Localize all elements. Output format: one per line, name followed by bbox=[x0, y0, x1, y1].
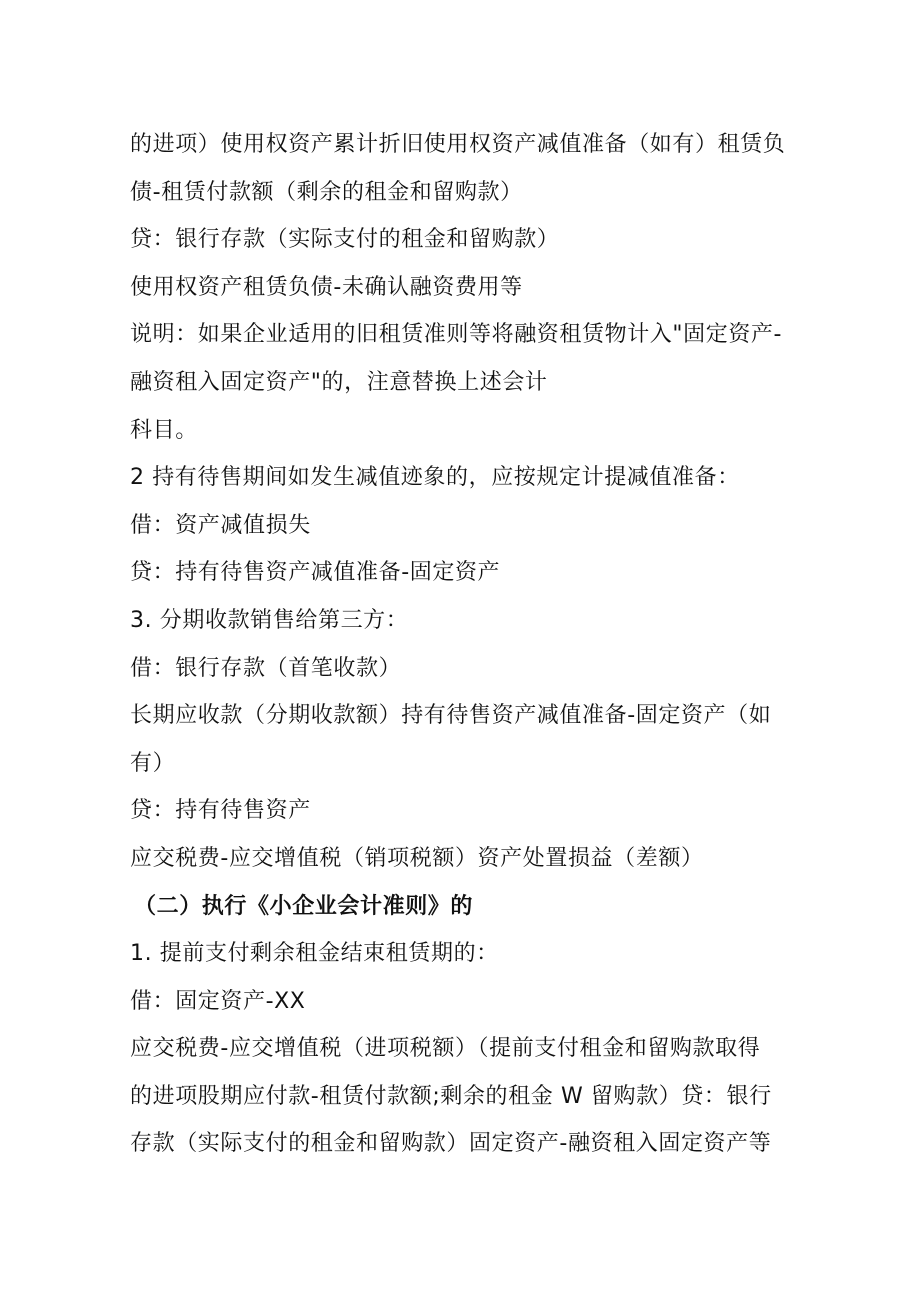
paragraph-line: 融资租入固定资产"的，注意替换上述会计 bbox=[130, 369, 548, 395]
paragraph-line: 2 持有待售期间如发生减值迹象的，应按规定计提减值准备： bbox=[130, 465, 740, 491]
paragraph-line: 借：银行存款（首笔收款） bbox=[130, 655, 402, 681]
paragraph-line: 说明：如果企业适用的旧租赁准则等将融资租赁物计入"固定资产- bbox=[130, 322, 783, 348]
paragraph-line: 1. 提前支付剩余租金结束租赁期的： bbox=[130, 941, 499, 967]
paragraph-line: 的进项股期应付款-租赁付款额;剩余的租金 W 留购款）贷：银行 bbox=[130, 1083, 772, 1109]
paragraph-line: 存款（实际支付的租金和留购款）固定资产-融资租入固定资产等 bbox=[130, 1131, 772, 1157]
paragraph-line: 长期应收款（分期收款额）持有待售资产减值准备-固定资产（如 bbox=[130, 703, 772, 729]
paragraph-line: 应交税费-应交增值税（进项税额）（提前支付租金和留购款取得 bbox=[130, 1036, 761, 1062]
paragraph-line: 借：资产减值损失 bbox=[130, 512, 311, 538]
paragraph-line: 3. 分期收款销售给第三方： bbox=[130, 607, 409, 633]
paragraph-line: 应交税费-应交增值税（销项税额）资产处置损益（差额） bbox=[130, 845, 704, 871]
paragraph-line: 贷：持有待售资产 bbox=[130, 798, 311, 824]
document-body bbox=[130, 121, 810, 1168]
paragraph-line: 有） bbox=[130, 750, 176, 776]
paragraph-line: 科目。 bbox=[130, 417, 198, 443]
paragraph-line: 借：固定资产-XX bbox=[130, 988, 306, 1014]
paragraph-line: 债-租赁付款额（剩余的租金和留购款） bbox=[130, 179, 523, 205]
paragraph-line: 贷：银行存款（实际支付的租金和留购款） bbox=[130, 227, 560, 253]
paragraph-line: 贷：持有待售资产减值准备-固定资产 bbox=[130, 560, 501, 586]
paragraph-line: 的进项）使用权资产累计折旧使用权资产减值准备（如有）租赁负 bbox=[130, 132, 786, 157]
section-heading: （二）执行《小企业会计准则》的 bbox=[134, 893, 474, 919]
paragraph-line: 使用权资产租赁负债-未确认融资费用等 bbox=[130, 274, 523, 300]
